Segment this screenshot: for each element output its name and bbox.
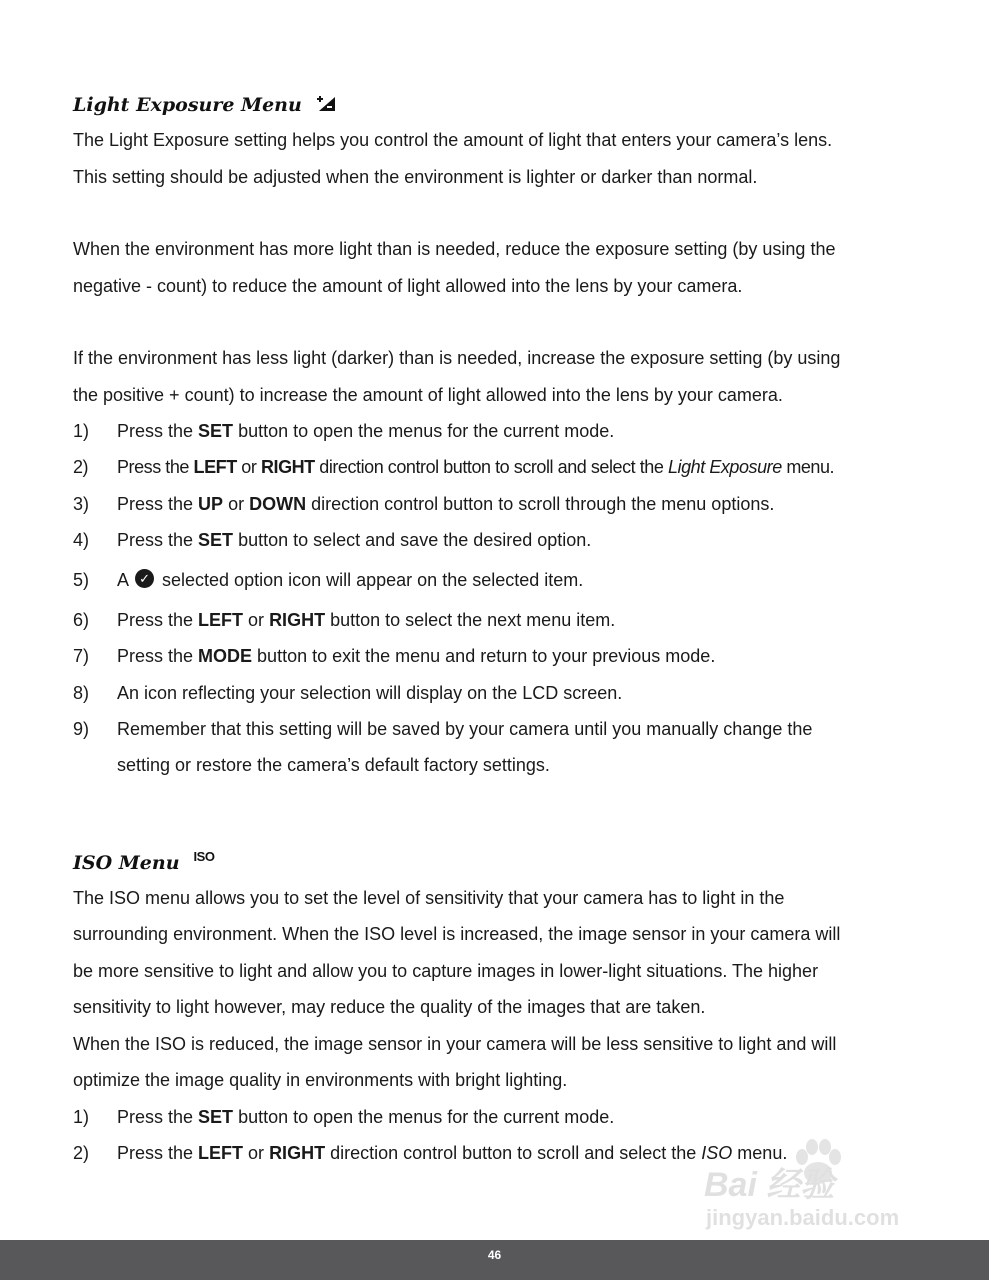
step-keyword: RIGHT bbox=[260, 457, 315, 478]
step-number: 3) bbox=[73, 493, 90, 514]
step-text: Press the bbox=[117, 1106, 199, 1127]
list-item bbox=[73, 638, 913, 674]
iso-icon: ISO bbox=[193, 849, 215, 865]
baidu-watermark bbox=[704, 1135, 934, 1245]
page-footer bbox=[0, 1240, 989, 1280]
step-number: 2) bbox=[73, 1142, 90, 1163]
step-text: Press the bbox=[117, 493, 199, 514]
text-line: be more sensitive to light and allow you to capture images in lower-light situations. The higher bbox=[73, 960, 819, 981]
step-keyword: LEFT bbox=[198, 1142, 244, 1163]
step-keyword: SET bbox=[198, 529, 234, 550]
step-text: Press the bbox=[117, 529, 199, 550]
step-text: button to exit the menu and return to your previous mode. bbox=[252, 646, 716, 667]
step-text: setting or restore the camera’s default factory settings. bbox=[117, 755, 550, 776]
step-menu-name: Light Exposure bbox=[667, 457, 782, 478]
step-text: selected option icon will appear on the selected item. bbox=[162, 570, 584, 591]
list-item bbox=[73, 486, 913, 522]
text-line: This setting should be adjusted when the environment is lighter or darker than normal. bbox=[73, 166, 758, 187]
step-text: direction control button to scroll and select the bbox=[314, 457, 668, 478]
step-number: 6) bbox=[73, 610, 90, 631]
text-line: surrounding environment. When the ISO level is increased, the image sensor in your camera will bbox=[73, 924, 841, 945]
page-number: 46 bbox=[487, 1248, 502, 1262]
step-text: menu. bbox=[781, 457, 835, 478]
step-text: Press the bbox=[117, 1142, 199, 1163]
text-line: optimize the image quality in environments with bright lighting. bbox=[73, 1070, 568, 1091]
iso-intro-paragraph bbox=[73, 880, 913, 1026]
list-item bbox=[73, 558, 913, 602]
step-text: An icon reflecting your selection will display on the LCD screen. bbox=[117, 682, 623, 703]
step-text: or bbox=[236, 457, 261, 478]
iso-heading bbox=[73, 846, 913, 880]
text-line: When the environment has more light than is needed, reduce the exposure setting (by using the bbox=[73, 239, 836, 259]
iso-title: ISO Menu bbox=[73, 851, 180, 874]
exposure-reduce-paragraph bbox=[73, 231, 913, 304]
step-menu-name: ISO bbox=[701, 1142, 733, 1163]
list-item bbox=[73, 1099, 913, 1135]
watermark-brand bbox=[704, 1157, 834, 1206]
step-keyword: LEFT bbox=[198, 610, 244, 631]
list-item bbox=[73, 711, 913, 784]
watermark-brand-latin: Bai bbox=[704, 1166, 757, 1204]
text-line: The ISO menu allows you to set the level of sensitivity that your camera has to light in the bbox=[73, 887, 785, 908]
step-number: 4) bbox=[73, 529, 90, 550]
text-line: The Light Exposure setting helps you control the amount of light that enters your camera’s lens. bbox=[73, 130, 833, 150]
list-item bbox=[73, 449, 913, 485]
watermark-brand-cn: 经验 bbox=[766, 1166, 835, 1204]
exposure-compensation-icon bbox=[316, 93, 336, 118]
light-exposure-title: Light Exposure Menu bbox=[73, 94, 302, 116]
step-keyword: MODE bbox=[198, 646, 253, 667]
step-text: button to select and save the desired option. bbox=[233, 529, 592, 550]
step-text: Press the bbox=[117, 646, 199, 667]
text-line: When the ISO is reduced, the image sensor in your camera will be less sensitive to light and will bbox=[73, 1033, 837, 1054]
text-line: If the environment has less light (darker) than is needed, increase the exposure setting (by using bbox=[73, 348, 841, 368]
step-number: 9) bbox=[73, 719, 90, 740]
step-text: direction control button to scroll and select the bbox=[325, 1142, 702, 1163]
text-line: negative - count) to reduce the amount of light allowed into the lens by your camera. bbox=[73, 275, 743, 296]
exposure-steps-list bbox=[73, 413, 913, 784]
step-number: 7) bbox=[73, 646, 90, 667]
step-text: Remember that this setting will be saved by your camera until you manually change the bbox=[117, 719, 813, 740]
step-text: A bbox=[117, 570, 130, 591]
list-item bbox=[73, 522, 913, 558]
list-item bbox=[73, 602, 913, 638]
iso-reduce-paragraph bbox=[73, 1026, 913, 1099]
list-item bbox=[73, 675, 913, 711]
step-text: Press the bbox=[117, 610, 199, 631]
step-text: button to open the menus for the current mode. bbox=[233, 1106, 615, 1127]
step-number: 1) bbox=[73, 421, 90, 441]
step-keyword: SET bbox=[198, 1106, 234, 1127]
step-text: or bbox=[243, 1142, 270, 1163]
step-text: Press the bbox=[117, 421, 199, 441]
light-exposure-heading bbox=[73, 88, 913, 122]
step-keyword: RIGHT bbox=[269, 610, 326, 631]
step-keyword: LEFT bbox=[193, 457, 237, 478]
step-number: 8) bbox=[73, 682, 90, 703]
step-text: button to open the menus for the current mode. bbox=[233, 421, 615, 441]
checkmark-icon: ✓ bbox=[135, 569, 154, 588]
step-number: 2) bbox=[73, 457, 89, 478]
list-item bbox=[73, 413, 913, 449]
step-text: direction control button to scroll through the menu options. bbox=[306, 493, 775, 514]
step-text: or bbox=[243, 610, 270, 631]
exposure-increase-paragraph bbox=[73, 340, 913, 413]
step-text: or bbox=[223, 493, 250, 514]
step-number: 5) bbox=[73, 570, 90, 591]
step-text: button to select the next menu item. bbox=[325, 610, 616, 631]
step-keyword: SET bbox=[198, 421, 234, 441]
step-text: menu. bbox=[732, 1142, 788, 1163]
step-text: Press the bbox=[117, 457, 194, 478]
exposure-intro-paragraph bbox=[73, 122, 913, 195]
watermark-url: jingyan.baidu.com bbox=[706, 1205, 900, 1230]
step-keyword: RIGHT bbox=[269, 1142, 326, 1163]
step-keyword: UP bbox=[198, 493, 224, 514]
manual-page bbox=[73, 88, 913, 1171]
text-line: sensitivity to light however, may reduce the quality of the images that are taken. bbox=[73, 997, 706, 1018]
step-keyword: DOWN bbox=[249, 493, 307, 514]
step-number: 1) bbox=[73, 1106, 90, 1127]
text-line: the positive + count) to increase the amount of light allowed into the lens by your camera. bbox=[73, 384, 783, 405]
